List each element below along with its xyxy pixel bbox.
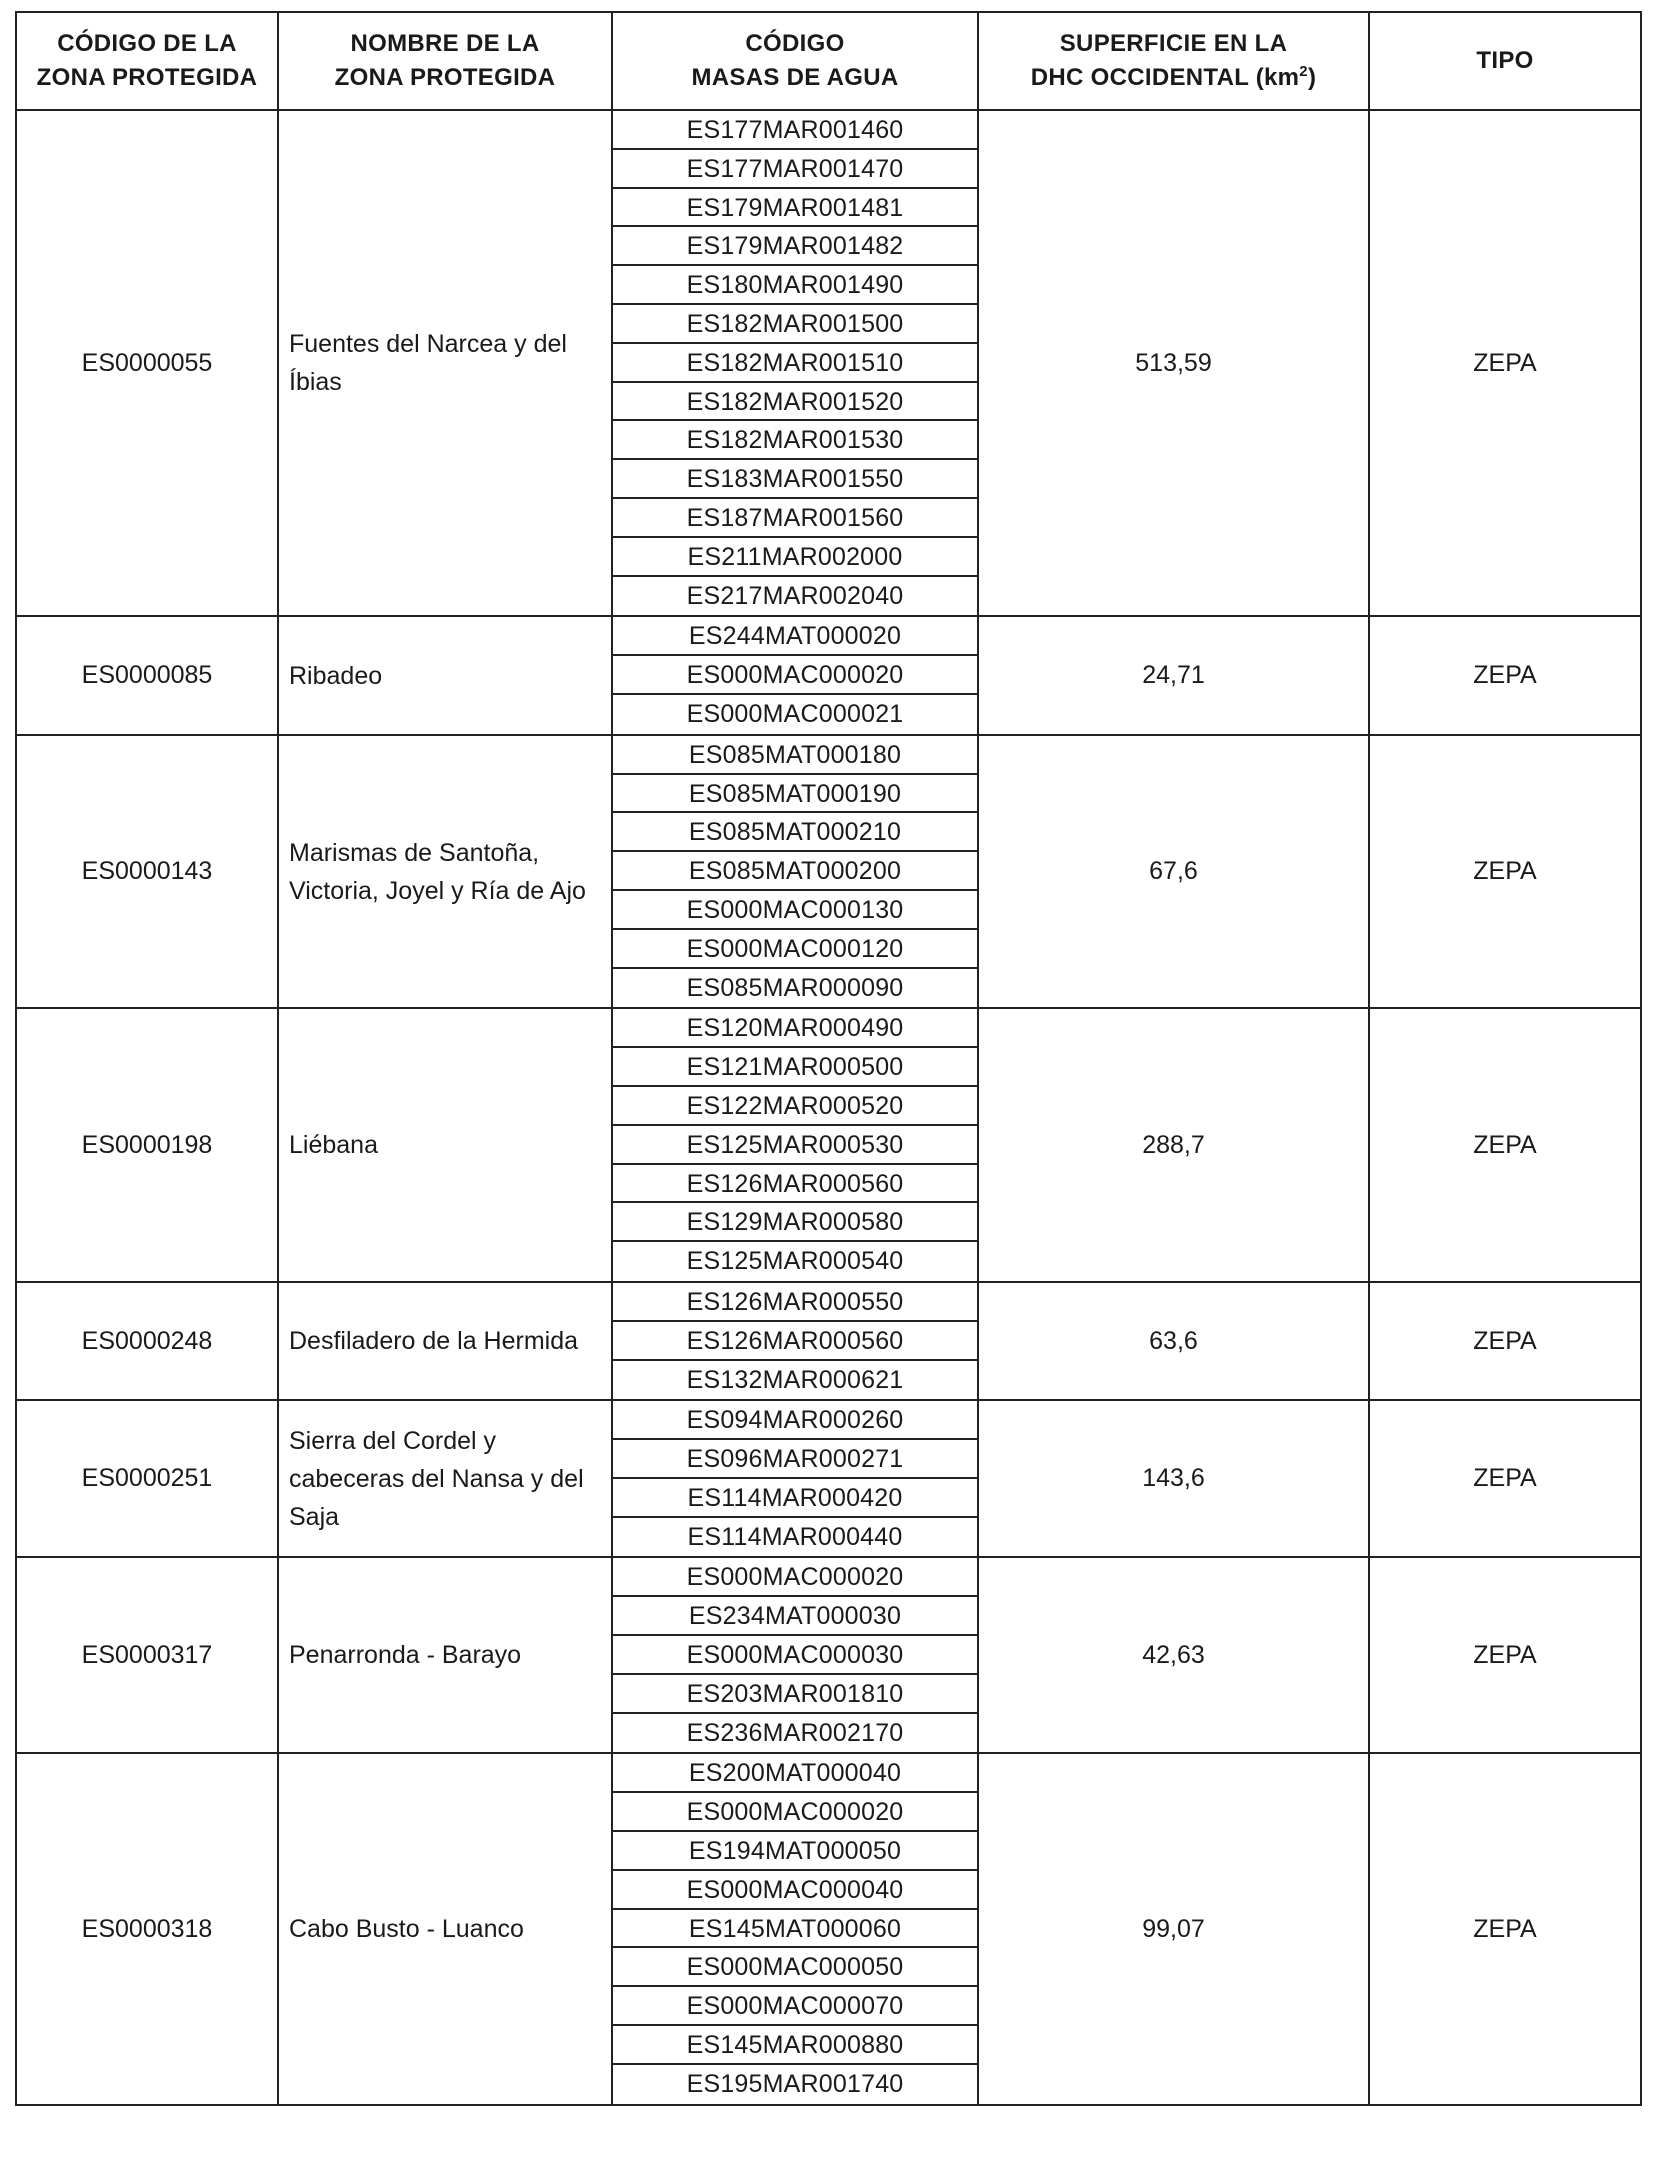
surface-cell: 42,63: [978, 1557, 1369, 1753]
header-surface-close: ): [1307, 64, 1317, 91]
zone-code-cell: ES0000085: [16, 616, 278, 734]
water-body-code: ES000MAC000130: [613, 891, 977, 930]
zone-name-cell: Ribadeo: [278, 616, 612, 734]
water-body-list: [613, 1009, 977, 1281]
zone-name-cell: Penarronda - Barayo: [278, 1557, 612, 1753]
water-body-code: ES200MAT000040: [613, 1754, 977, 1793]
water-body-code: ES000MAC000050: [613, 1948, 977, 1987]
water-body-code: ES122MAR000520: [613, 1087, 977, 1126]
water-body-code: ES211MAR002000: [613, 538, 977, 577]
table-row: [16, 1400, 1641, 1557]
zone-code-cell: ES0000198: [16, 1008, 278, 1282]
water-body-code: ES096MAR000271: [613, 1440, 977, 1479]
zone-code-cell: ES0000318: [16, 1753, 278, 2104]
water-body-code: ES094MAR000260: [613, 1401, 977, 1440]
zone-name-cell: Marismas de Santoña, Victoria, Joyel y Ría de Ajo: [278, 735, 612, 1009]
water-body-code: ES126MAR000560: [613, 1322, 977, 1361]
water-body-code: ES114MAR000440: [687, 1522, 903, 1551]
surface-cell: 24,71: [978, 616, 1369, 734]
water-body-code: ES125MAR000530: [613, 1126, 977, 1165]
water-body-code: ES132MAR000621: [686, 1365, 904, 1394]
table-row: [16, 735, 1641, 1009]
type-cell: ZEPA: [1369, 1557, 1641, 1753]
water-body-code: ES121MAR000500: [613, 1048, 977, 1087]
water-bodies-cell: [612, 1282, 978, 1400]
water-body-list: [613, 617, 977, 733]
zone-name-cell: Sierra del Cordel y cabeceras del Nansa y del Saja: [278, 1400, 612, 1557]
header-surface-line2: DHC OCCIDENTAL (km: [1030, 64, 1300, 91]
water-body-code: ES187MAR001560: [613, 499, 977, 538]
water-bodies-cell: [612, 1753, 978, 2104]
zone-code-cell: ES0000251: [16, 1400, 278, 1557]
water-body-code: ES145MAT000060: [613, 1910, 977, 1949]
type-cell: ZEPA: [1369, 735, 1641, 1009]
zone-name-cell: Liébana: [278, 1008, 612, 1282]
water-bodies-cell: [612, 110, 978, 616]
protected-zones-table: [15, 11, 1642, 2106]
water-body-code: ES236MAR002170: [686, 1718, 904, 1747]
type-cell: ZEPA: [1369, 1282, 1641, 1400]
water-body-code: ES182MAR001530: [613, 421, 977, 460]
table-row: [16, 1008, 1641, 1282]
header-water-code-line2: MASAS DE AGUA: [691, 64, 899, 91]
water-body-code: ES085MAT000190: [613, 775, 977, 814]
zone-name-cell: Fuentes del Narcea y del Íbias: [278, 110, 612, 616]
header-zone-name-line1: NOMBRE DE LA: [350, 30, 540, 57]
type-cell: ZEPA: [1369, 616, 1641, 734]
water-body-code: ES000MAC000020: [613, 1558, 977, 1597]
water-body-list: [613, 1754, 977, 2103]
water-body-code: ES183MAR001550: [613, 460, 977, 499]
surface-cell: 513,59: [978, 110, 1369, 616]
water-body-code: ES085MAT000210: [613, 813, 977, 852]
surface-cell: 288,7: [978, 1008, 1369, 1282]
water-body-code: ES085MAR000090: [686, 973, 904, 1002]
water-body-code: ES177MAR001470: [613, 150, 977, 189]
header-water-code-line1: CÓDIGO: [745, 30, 845, 57]
water-bodies-cell: [612, 1557, 978, 1753]
water-body-list: [613, 1401, 977, 1556]
water-body-code: ES182MAR001500: [613, 305, 977, 344]
water-body-code: ES179MAR001481: [613, 189, 977, 228]
water-body-code: ES126MAR000550: [613, 1283, 977, 1322]
water-body-code: ES120MAR000490: [613, 1009, 977, 1048]
water-body-code: ES195MAR001740: [686, 2069, 904, 2098]
surface-cell: 67,6: [978, 735, 1369, 1009]
water-body-list: [613, 1558, 977, 1752]
water-body-code: ES177MAR001460: [613, 111, 977, 150]
water-body-code: ES000MAC000040: [613, 1871, 977, 1910]
table-row: [16, 1282, 1641, 1400]
water-body-code: ES126MAR000560: [613, 1165, 977, 1204]
zone-code-cell: ES0000317: [16, 1557, 278, 1753]
water-body-code: ES085MAT000180: [613, 736, 977, 775]
water-body-list: [613, 111, 977, 615]
table-row: [16, 1557, 1641, 1753]
water-body-code: ES194MAT000050: [613, 1832, 977, 1871]
header-surface-line1: SUPERFICIE EN LA: [1059, 30, 1288, 57]
surface-cell: 63,6: [978, 1282, 1369, 1400]
surface-cell: 143,6: [978, 1400, 1369, 1557]
water-body-code: ES234MAT000030: [613, 1597, 977, 1636]
water-body-list: [613, 736, 977, 1008]
table-row: [16, 110, 1641, 616]
header-surface-superscript: 2: [1299, 63, 1308, 80]
water-body-code: ES114MAR000420: [613, 1479, 977, 1518]
water-body-code: ES000MAC000030: [613, 1636, 977, 1675]
zone-code-cell: ES0000248: [16, 1282, 278, 1400]
water-bodies-cell: [612, 616, 978, 734]
header-surface: [978, 12, 1369, 110]
water-body-code: ES000MAC000020: [613, 656, 977, 695]
type-cell: ZEPA: [1369, 1008, 1641, 1282]
water-body-code: ES217MAR002040: [686, 581, 904, 610]
water-bodies-cell: [612, 1008, 978, 1282]
header-zone-name: [278, 12, 612, 110]
water-body-code: ES203MAR001810: [613, 1675, 977, 1714]
table-header: [16, 12, 1641, 110]
water-body-code: ES180MAR001490: [613, 266, 977, 305]
table-row: [16, 1753, 1641, 2104]
zone-name-cell: Desfiladero de la Hermida: [278, 1282, 612, 1400]
water-body-code: ES000MAC000070: [613, 1987, 977, 2026]
water-body-code: ES244MAT000020: [613, 617, 977, 656]
water-body-code: ES145MAR000880: [613, 2026, 977, 2065]
water-bodies-cell: [612, 735, 978, 1009]
header-zone-code-line1: CÓDIGO DE LA: [57, 30, 237, 57]
water-body-code: ES000MAC000020: [613, 1793, 977, 1832]
zone-code-cell: ES0000143: [16, 735, 278, 1009]
header-zone-code-line2: ZONA PROTEGIDA: [36, 64, 258, 91]
type-cell: ZEPA: [1369, 1400, 1641, 1557]
water-body-code: ES182MAR001520: [613, 383, 977, 422]
type-cell: ZEPA: [1369, 1753, 1641, 2104]
header-zone-code: [16, 12, 278, 110]
water-bodies-cell: [612, 1400, 978, 1557]
zone-code-cell: ES0000055: [16, 110, 278, 616]
water-body-code: ES179MAR001482: [613, 227, 977, 266]
header-water-code: [612, 12, 978, 110]
type-cell: ZEPA: [1369, 110, 1641, 616]
table-row: [16, 616, 1641, 734]
header-zone-name-line2: ZONA PROTEGIDA: [334, 64, 556, 91]
header-row: [16, 12, 1641, 110]
water-body-code: ES129MAR000580: [613, 1203, 977, 1242]
header-type-label: TIPO: [1476, 47, 1534, 74]
water-body-code: ES000MAC000021: [686, 699, 904, 728]
surface-cell: 99,07: [978, 1753, 1369, 2104]
water-body-code: ES125MAR000540: [686, 1247, 904, 1276]
water-body-code: ES182MAR001510: [613, 344, 977, 383]
water-body-list: [613, 1283, 977, 1399]
water-body-code: ES085MAT000200: [613, 852, 977, 891]
water-body-code: ES000MAC000120: [613, 930, 977, 969]
zone-name-cell: Cabo Busto - Luanco: [278, 1753, 612, 2104]
table-body: [16, 110, 1641, 2105]
header-type: [1369, 12, 1641, 110]
